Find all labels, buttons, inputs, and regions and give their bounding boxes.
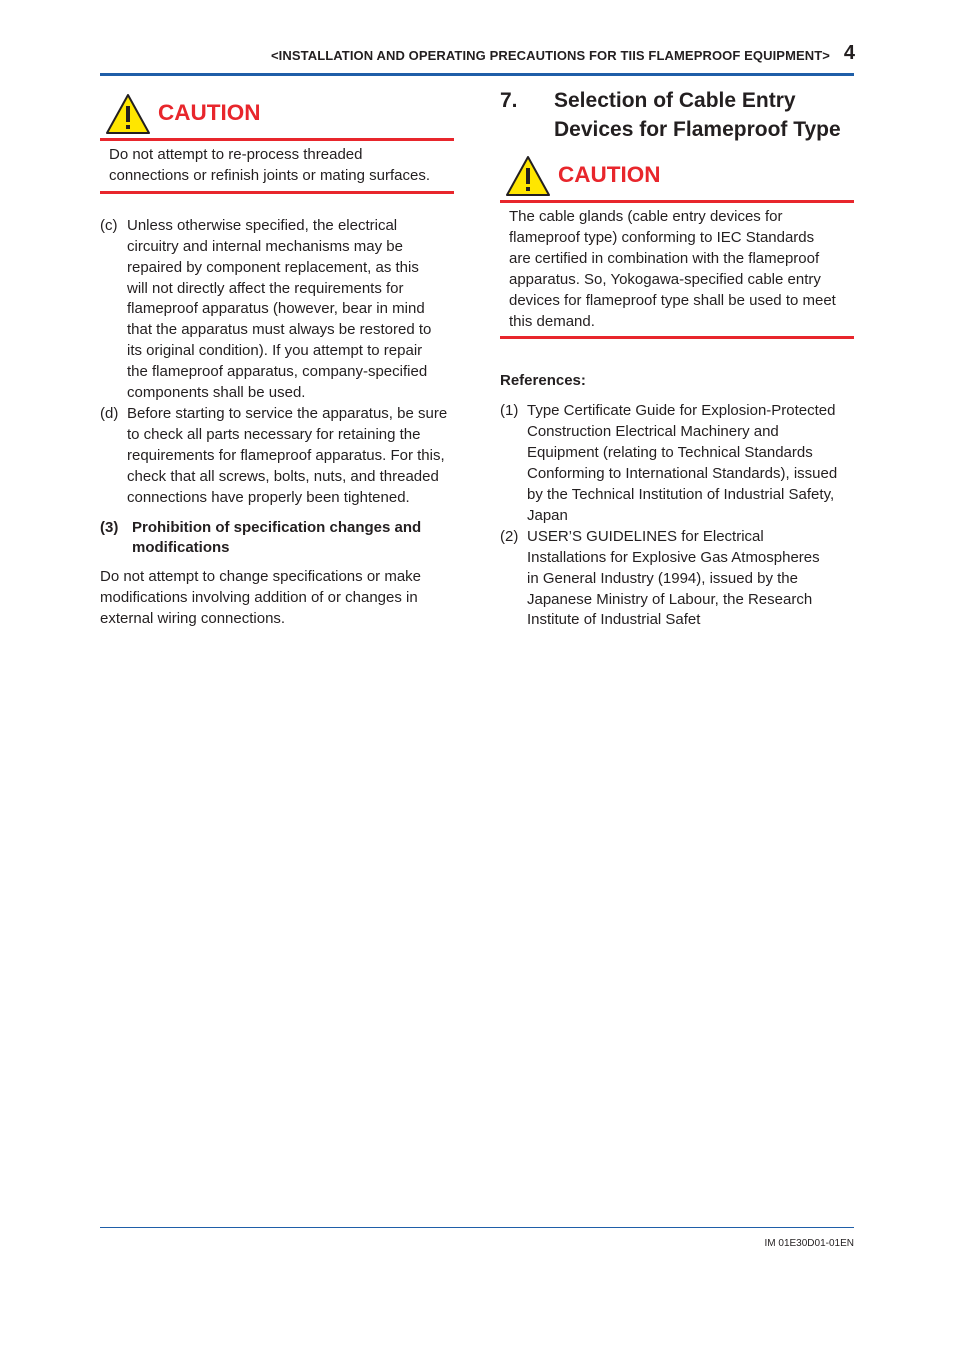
text-line: flameproof apparatus (however, bear in mind — [127, 300, 425, 318]
reference-body — [527, 401, 854, 526]
text-line: Do not attempt to re-process threaded — [109, 146, 363, 163]
list-item-body — [127, 216, 454, 404]
text-line: components shall be used. — [127, 384, 306, 402]
subsection-heading — [100, 518, 454, 560]
text-line: Installations for Explosive Gas Atmospheres — [527, 548, 820, 566]
reference-number: (2) — [500, 527, 519, 545]
text-line: The cable glands (cable entry devices for — [509, 208, 783, 225]
text-line: will not directly affect the requirements for — [127, 279, 404, 297]
caution-text — [100, 141, 454, 191]
text-line: external wiring connections. — [100, 610, 286, 628]
list-item-number: (d) — [100, 404, 119, 422]
header-rule — [100, 73, 854, 76]
text-line: Conforming to International Standards), issued — [527, 465, 838, 483]
text-line: by the Technical Institution of Industrial Safety, — [527, 485, 835, 503]
reference-item-2 — [500, 527, 854, 632]
text-line: its original condition). If you attempt to repair — [127, 342, 423, 360]
list-item-number: (c) — [100, 216, 118, 234]
caution-bottom-rule — [100, 191, 454, 194]
text-line: to check all parts necessary for retaining the — [127, 425, 421, 443]
text-line: apparatus. So, Yokogawa-specified cable entry — [509, 270, 821, 288]
document-code: IM 01E30D01-01EN — [764, 1238, 854, 1249]
text-line: Construction Electrical Machinery and — [527, 423, 779, 441]
list-item-body — [127, 404, 454, 509]
text-line: connections have properly been tightened. — [127, 488, 410, 506]
caution-box-left — [100, 90, 454, 194]
text-line: the flameproof apparatus, company-specified — [127, 363, 428, 381]
reference-body — [527, 527, 854, 632]
text-line: Selection of Cable Entry — [554, 89, 796, 112]
caution-text — [500, 203, 854, 336]
reference-item-1 — [500, 401, 854, 526]
text-line: Before starting to service the apparatus, be sure — [127, 404, 448, 422]
text-line: circuitry and internal mechanisms may be — [127, 237, 403, 255]
paragraph — [100, 567, 454, 630]
text-line: Prohibition of specification changes and — [132, 518, 422, 536]
text-line: Japanese Ministry of Labour, the Research — [527, 590, 813, 608]
references-heading: References: — [500, 372, 586, 390]
caution-label: CAUTION — [558, 162, 661, 187]
text-line: are certified in combination with the flameproof — [509, 249, 820, 267]
caution-box-right — [500, 152, 854, 339]
footer-rule — [100, 1227, 854, 1228]
text-line: check that all screws, bolts, nuts, and threaded — [127, 467, 439, 485]
list-item-c — [100, 216, 454, 404]
caution-heading — [100, 90, 454, 138]
text-line: in General Industry (1994), issued by the — [527, 569, 798, 587]
page-number: 4 — [843, 42, 855, 64]
caution-label: CAUTION — [158, 100, 261, 125]
right-column — [500, 86, 854, 631]
text-line: Devices for Flameproof Type — [554, 118, 841, 141]
text-line: Japan — [527, 506, 568, 524]
reference-number: (1) — [500, 402, 519, 420]
text-line: devices for flameproof type shall be used to meet — [509, 291, 836, 309]
text-line: that the apparatus must always be restored to — [127, 321, 432, 339]
text-line: modifications — [132, 539, 230, 557]
caution-bottom-rule — [500, 336, 854, 339]
caution-heading — [500, 152, 854, 200]
text-line: Institute of Industrial Safet — [527, 611, 701, 629]
text-line: Type Certificate Guide for Explosion-Protected — [527, 402, 836, 420]
subsection-title — [132, 518, 454, 560]
text-line: USER’S GUIDELINES for Electrical — [527, 527, 764, 545]
list-item-d — [100, 404, 454, 509]
section-number: 7. — [500, 89, 518, 112]
section-title — [554, 86, 841, 144]
text-line: requirements for flameproof apparatus. For this, — [127, 446, 445, 464]
text-line: Do not attempt to change specifications or make — [100, 568, 422, 586]
text-line: modifications involving addition of or changes in — [100, 589, 418, 607]
subsection-number: (3) — [100, 518, 119, 536]
warning-triangle-icon — [105, 93, 151, 135]
left-column — [100, 90, 454, 630]
text-line: connections or refinish joints or mating surfaces. — [109, 166, 430, 184]
warning-triangle-icon — [505, 155, 551, 197]
section-heading — [500, 86, 854, 144]
text-line: repaired by component replacement, as this — [127, 258, 419, 276]
text-line: flameproof type) conforming to IEC Standards — [509, 228, 815, 246]
header-title: <INSTALLATION AND OPERATING PRECAUTIONS FOR TIIS FLAMEPROOF EQUIPMENT> — [270, 48, 830, 63]
text-line: this demand. — [509, 312, 595, 330]
text-line: Equipment (relating to Technical Standards — [527, 444, 813, 462]
text-line: Unless otherwise specified, the electrical — [127, 216, 398, 234]
